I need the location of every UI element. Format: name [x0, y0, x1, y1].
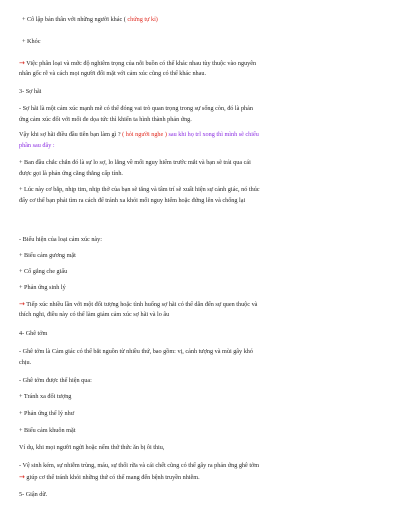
- list-heading: - Biểu hiện của loại cảm xúc này:: [19, 236, 102, 243]
- paragraph-line: chịu.: [19, 359, 32, 366]
- list-item: + Biểu cảm khuôn mặt: [19, 427, 76, 434]
- text: Việc phân loại và mức độ nghiêm trọng của nỗi buồn có thể khác nhau tùy thuộc vào nguyên: [24, 60, 257, 67]
- paragraph-line: + Lúc này cơ bắp, nhịp tim, nhịp thở của bạn sẽ tăng và tâm trí sẽ xuất hiện sự cảnh giác, nó thúc: [19, 186, 260, 193]
- section-heading-anger: 5- Giận dữ.: [19, 491, 48, 498]
- paragraph-fear-summary: [19, 300, 257, 309]
- paragraph-line: - Sợ hãi là một cảm xúc mạnh mẽ có thể đóng vai trò quan trọng trong sự sống còn, đó là phản: [19, 105, 253, 112]
- note-line: phần sau đây :: [19, 142, 55, 149]
- section-heading-fear: 3- Sợ hãi: [19, 88, 42, 95]
- list-item: + Phản ứng thể lý như: [19, 410, 75, 417]
- text: Tiếp xúc nhiều lần với một đối tượng hoặc tình huống sợ hãi có thể dẫn đến sự quen thuộc và: [24, 301, 258, 308]
- paragraph-line: - Vệ sinh kém, sự nhiễm trùng, máu, sự thối rữa và cái chết cũng có thể gây ra phản ứng ghê tởm: [19, 462, 260, 469]
- paragraph-line: thích nghi, điều này có thể làm giảm cảm xúc sợ hãi và lo âu: [19, 311, 170, 318]
- list-item: + Biểu cảm gương mặt: [19, 252, 76, 259]
- paragraph-line: đẩy cơ thể bạn phải tìm ra cách để tránh xa khỏi mối nguy hiểm hoặc đứng lên và chống lại: [19, 197, 246, 204]
- paragraph-line: ứng cảm xúc đối với mối đe dọa tức thì khiến ta hình thành phản ứng.: [19, 116, 192, 123]
- text: + Cô lập bản thân với những người khác (: [22, 16, 126, 23]
- list-item: + Tránh xa đối tượng: [19, 393, 72, 400]
- question-line: [19, 131, 259, 139]
- note-text: sau khi họ trl xong thì mình sẽ chiếu: [166, 131, 259, 138]
- paragraph-line: nhân gốc rễ và cách mọi người đối mặt với cảm xúc cũng có thể khác nhau.: [19, 70, 207, 77]
- paragraph-line: - Ghê tởm là Cảm giác có thể bắt nguồn từ nhiều thứ, bao gồm: vị, cảnh tượng và mùi gây khó: [19, 348, 253, 355]
- list-heading: - Ghê tởm được thể hiện qua:: [19, 377, 92, 384]
- paragraph-disgust-summary: [19, 473, 200, 482]
- paragraph-sadness-summary: [19, 59, 256, 68]
- text: ): [155, 16, 158, 23]
- arrow-icon: →: [19, 473, 25, 481]
- bullet-isolation: [22, 16, 158, 24]
- list-item: + Phản ứng sinh lý: [19, 284, 66, 291]
- list-item: + Cố gắng che giấu: [19, 268, 68, 275]
- section-heading-disgust: 4- Ghê tởm: [19, 330, 48, 337]
- highlight-autism: chứng tự kỉ: [125, 16, 156, 23]
- paragraph-line: Ví dụ, khi mọi người ngửi hoặc nếm thứ thức ăn bị ôi thiu,: [19, 444, 165, 451]
- arrow-icon: →: [19, 300, 25, 308]
- highlight-ask-audience: ( hỏi người nghe ): [122, 131, 167, 138]
- text: Vậy khi sợ hãi điều đầu tiên bạn làm gì ?: [19, 131, 123, 138]
- text: giúp cơ thể tránh khỏi những thứ có thể mang đến bệnh truyền nhiễm.: [24, 474, 200, 481]
- bullet-cry: + Khóc: [22, 38, 41, 45]
- paragraph-line: được gọi là phản ứng căng thẳng cấp tính.: [19, 170, 123, 177]
- arrow-icon: →: [19, 59, 25, 67]
- paragraph-line: + Ban đầu chắc chắn đó là sự lo sợ, lo lắng về mối nguy hiểm trước mắt và bạn sẽ trải qua cái: [19, 159, 251, 166]
